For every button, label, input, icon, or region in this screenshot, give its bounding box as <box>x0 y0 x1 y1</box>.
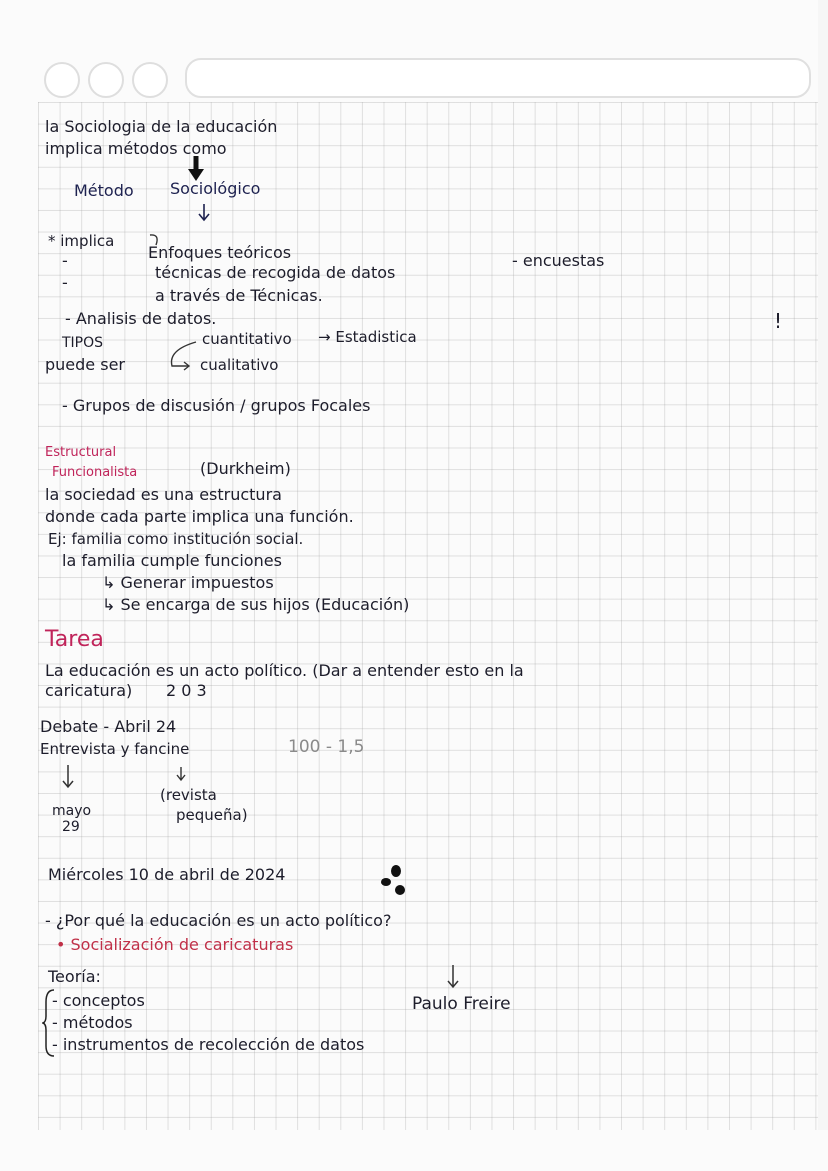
instrumentos-item: - instrumentos de recolección de datos <box>52 1035 365 1054</box>
pequena-label: pequeña) <box>176 806 248 824</box>
puede-ser-label: puede ser <box>45 355 125 374</box>
fecha-heading: Miércoles 10 de abril de 2024 <box>48 865 286 884</box>
flower-doodle-icon <box>378 864 408 898</box>
metodo-label: Método <box>74 181 134 200</box>
funcionalista-label: Funcionalista <box>52 465 138 480</box>
dash-bullet-2: - <box>62 273 68 292</box>
metodos-item: - métodos <box>52 1013 133 1032</box>
donde-cada-parte: donde cada parte implica una función. <box>45 507 354 526</box>
implica-label: * implica <box>48 232 115 250</box>
exclamation-mark: ! <box>774 309 783 333</box>
down-arrow-paulo-icon <box>446 964 460 990</box>
number-203: 2 0 3 <box>166 681 207 700</box>
caricatura-label: caricatura) <box>45 681 133 700</box>
right-margin <box>818 0 828 1171</box>
encarga-hijos: ↳ Se encarga de sus hijos (Educación) <box>102 595 410 614</box>
familia-funciones: la familia cumple funciones <box>62 551 282 570</box>
estructural-label: Estructural <box>45 445 117 460</box>
tipos-label: TIPOS <box>62 335 104 351</box>
tecnicas-recogida: técnicas de recogida de datos <box>155 263 396 282</box>
encuestas-note: - encuestas <box>512 251 605 270</box>
down-arrow-left-icon <box>61 764 75 790</box>
down-arrow-icon <box>197 203 211 223</box>
sociedad-estructura: la sociedad es una estructura <box>45 485 282 504</box>
header-title-box <box>185 58 811 98</box>
left-margin <box>0 0 38 1171</box>
dash-bullet-1: - <box>62 251 68 270</box>
cualitativo-label: cualitativo <box>200 356 279 374</box>
paulo-freire: Paulo Freire <box>412 994 511 1014</box>
header-circle-2 <box>88 62 124 98</box>
header-circle-1 <box>44 62 80 98</box>
branch-arrow-icon <box>158 338 202 376</box>
a-traves-tecnicas: a través de Técnicas. <box>155 286 323 305</box>
generar-impuestos: ↳ Generar impuestos <box>102 573 274 592</box>
cuantitativo-label: cuantitativo <box>202 330 292 348</box>
ejemplo-familia: Ej: familia como institución social. <box>48 530 304 548</box>
revista-label: (revista <box>160 786 217 804</box>
note-line-implica-metodos: implica métodos como <box>45 139 227 158</box>
educacion-acto-politico: La educación es un acto político. (Dar a entender esto en la <box>45 661 524 680</box>
note-line-sociologia: la Sociologia de la educación <box>45 117 278 136</box>
conceptos-item: - conceptos <box>52 991 145 1010</box>
estadistica-label: → Estadistica <box>318 328 417 346</box>
down-arrow-right-icon <box>174 766 188 782</box>
durkheim-label: (Durkheim) <box>200 459 291 478</box>
enfoques-teoricos: Enfoques teóricos <box>148 243 292 262</box>
analisis-datos: - Analisis de datos. <box>65 309 217 328</box>
tarea-heading: Tarea <box>45 627 104 652</box>
debate-abril: Debate - Abril 24 <box>40 717 177 736</box>
mayo-label: mayo <box>52 803 92 819</box>
dia-29-label: 29 <box>62 819 80 835</box>
socializacion-caricaturas: • Socialización de caricaturas <box>56 935 294 954</box>
sociologico-label: Sociológico <box>170 179 261 198</box>
pregunta-acto-politico: - ¿Por qué la educación es un acto político? <box>45 911 392 930</box>
page-footer-area <box>0 1130 828 1171</box>
header-circle-3 <box>132 62 168 98</box>
score-note: 100 - 1,5 <box>288 737 365 757</box>
grupos-discusion: - Grupos de discusión / grupos Focales <box>62 396 371 415</box>
teoria-heading: Teoría: <box>48 967 101 986</box>
entrevista-fancine: Entrevista y fancine <box>40 740 190 758</box>
